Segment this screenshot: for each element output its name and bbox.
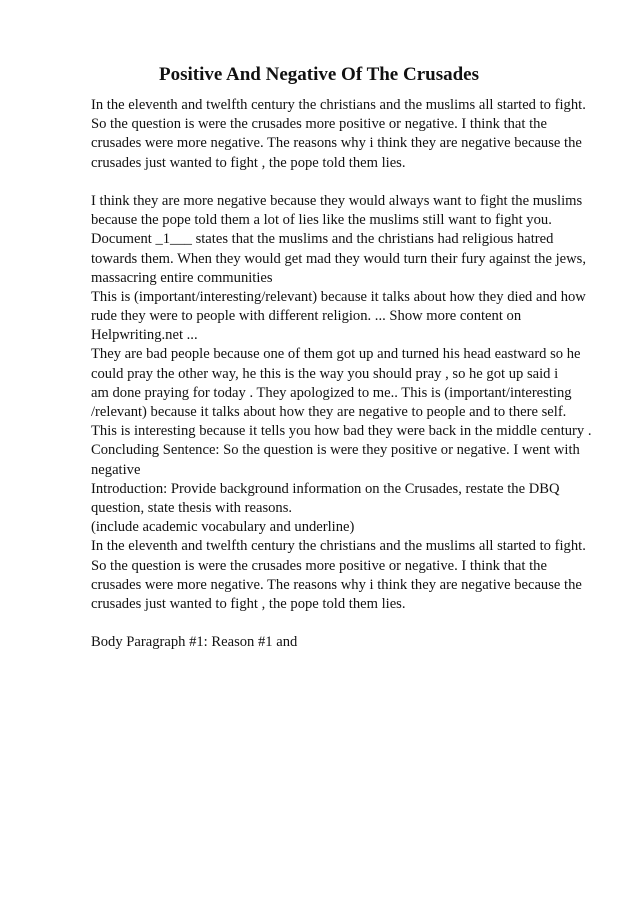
text-line: (include academic vocabulary and underline) (91, 519, 355, 536)
text-line: crusades were more negative. The reasons why i think they are negative because the (91, 135, 582, 152)
paragraph-gap (91, 614, 621, 633)
text-line: This is (important/interesting/relevant) because it talks about how they died and how (91, 288, 586, 305)
text-line: towards them. When they would get mad they would turn their fury against the jews, (91, 250, 586, 267)
text-line: crusades were more negative. The reasons why i think they are negative because the (91, 576, 582, 593)
text-line: massacring entire communities (91, 269, 273, 286)
text-line: crusades just wanted to fight , the pope told them lies. (91, 595, 406, 612)
text-line: This is interesting because it tells you how bad they were back in the middle century . (91, 423, 592, 440)
text-line: rude they were to people with different religion. ... Show more content on (91, 308, 522, 325)
text-line: I think they are more negative because they would always want to fight the muslims (91, 192, 583, 209)
text-line: They are bad people because one of them got up and turned his head eastward so he (91, 346, 581, 363)
text-line: could pray the other way, he this is the way you should pray , so he got up said i (91, 365, 559, 382)
text-line: question, state thesis with reasons. (91, 499, 293, 516)
text-line: crusades just wanted to fight , the pope told them lies. (91, 154, 406, 171)
text-line: So the question is were the crusades more positive or negative. I think that the (91, 116, 547, 133)
document-body (91, 96, 621, 652)
text-line: /relevant) because it talks about how they are negative to people and to there self. (91, 404, 567, 420)
text-line: Body Paragraph #1: Reason #1 and (91, 634, 298, 651)
paragraph (91, 96, 621, 173)
text-line: So the question is were the crusades more positive or negative. I think that the (91, 557, 547, 574)
paragraph (91, 633, 621, 652)
text-line: In the eleventh and twelfth century the christians and the muslims all started to fight. (91, 538, 586, 555)
text-line: am done praying for today . They apologized to me.. This is (important/interesting (91, 384, 572, 401)
text-line: In the eleventh and twelfth century the christians and the muslims all started to fight. (91, 97, 586, 113)
text-line: Helpwriting.net ... (91, 327, 198, 344)
text-line: because the pope told them a lot of lies like the muslims still want to fight you. (91, 212, 552, 229)
text-line: Document _1___ states that the muslims and the christians had religious hatred (91, 231, 554, 248)
document-title: Positive And Negative Of The Crusades (158, 64, 479, 85)
text-line: Introduction: Provide background information on the Crusades, restate the DBQ (91, 480, 560, 497)
text-line: Concluding Sentence: So the question is were they positive or negative. I went with (91, 442, 580, 459)
paragraph (91, 192, 621, 614)
paragraph-gap (91, 173, 621, 192)
text-line: negative (91, 461, 141, 478)
